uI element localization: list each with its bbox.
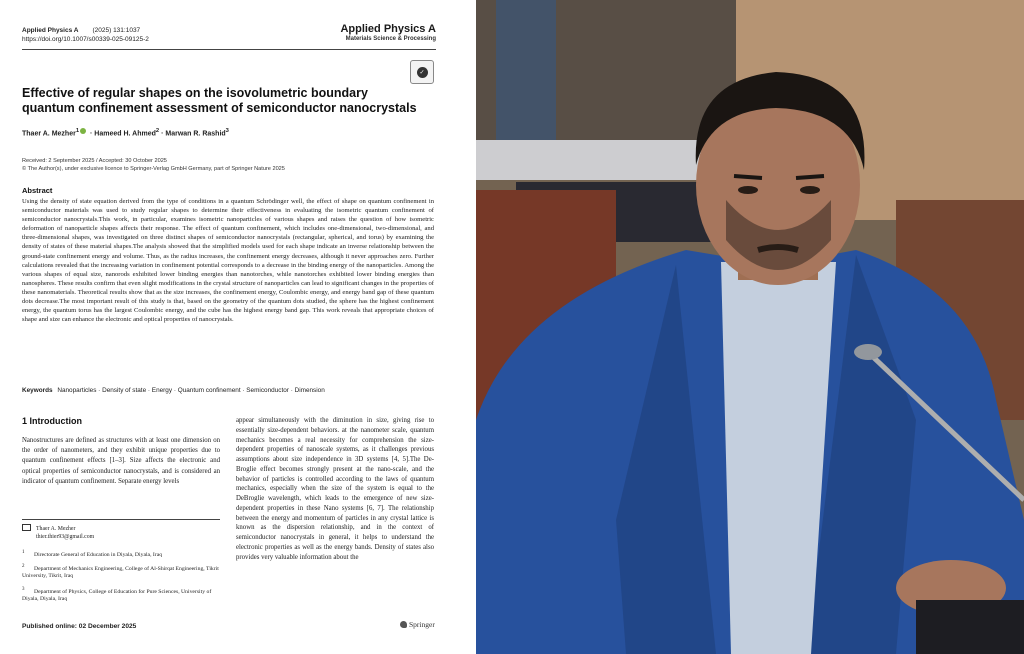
check-for-updates-icon[interactable]: ✓ [410,60,434,84]
portrait-photo [476,0,1024,654]
published-date: Published online: 02 December 2025 [22,623,137,630]
doi-link[interactable]: https://doi.org/10.1007/s00339-025-09125-2 [22,35,149,43]
springer-horse-icon [400,621,407,628]
intro-text-right: appear simultaneously with the diminution in size, giving rise to essentially size-dependent behaviors. at the nanometer scale, quantum mechanics becomes a real necessity for comprehension the size-dependent properties of nanoscale systems, as it challenges previous assumptions about size independence in 3D systems [4, 5].The De-Broglie effect becomes strongly present at the nano-scale, and the behavior of particles is controlled according to the laws of quantum mechanics, especially when the size of the system is equal to the DeBroglie wavelength, which leads to the emergence of new size-dependent properties in these Nano systems [6, 7]. The relationship between the energy and momentum of particles in any crystal lattice is known as the dispersion relationship, and in the context of semiconductor nanocrystals in general, it helps to understand the electronic properties as well as the energy bands. Density of states also provides very valuable information about the [236,417,434,561]
intro-text-left: Nanostructures are defined as structures with at least one dimension on the order of nanometers, and they exhibit unique properties due to quantum confinement effects [1–3]. Size affects the electronic and optical properties of semiconductor nanocrystals, and is considered an indicator of quantum confinement. Separate energy levels [22,437,220,485]
affiliation-2: $^2$ Department of Mechanics Engineering, College of Al-Shirqat Engineering, Tikrit University, Tikrit, Iraq [22,564,219,580]
keywords [22,387,442,394]
portrait-illustration [476,0,1024,654]
author-3[interactable]: Marwan R. Rashid [165,130,226,138]
keywords-list: Nanoparticles · Density of state · Energy · Quantum confinement · Semiconductor · Dimension [57,387,325,394]
journal-header [340,23,436,42]
journal-name: Applied Physics A [340,23,436,35]
copyright: © The Author(s), under exclusive licence to Springer-Verlag GmbH Germany, part of Springer Nature 2025 [22,166,285,172]
affiliation-3: $^3$ Department of Physics, College of Education for Pure Sciences, University of Diyala, Diyala, Iraq [22,587,212,603]
corr-name: Thaer A. Mezher [36,526,76,532]
publisher-logo: Springer [400,620,435,629]
intro-heading: 1 Introduction [22,416,82,426]
citation-header [22,27,154,44]
email-icon [22,524,31,531]
volume: (2025) 131:1037 [92,27,141,34]
author-1[interactable]: Thaer A. Mezher [22,130,76,138]
orcid-icon[interactable] [80,128,86,134]
journal-subtitle: Materials Science & Processing [345,36,436,42]
corresponding-author [22,524,94,541]
header-rule [22,49,436,50]
photo-tint [476,0,1024,654]
paper-page [0,0,472,654]
journal-ref: Applied Physics A [22,27,79,34]
received-accepted: Received: 2 September 2025 / Accepted: 30 October 2025 [22,158,167,164]
dates-block [22,157,285,173]
author-list: Thaer A. Mezher$^1$ · Hameed H. Ahmed$^2$ · Marwan R. Rashid$^3$ [22,128,229,138]
abstract-heading: Abstract [22,186,53,195]
abstract-text: Using the density of state equation derived from the type of conditions in a quantum Schrödinger well, the effect of shape on quantum confinement in semiconductor materials was used to study regular shapes to determine their effectiveness in evaluating the isometric quantum confinement of semiconductor nanocrystals.This work, in particular, examines isometric nanoparticles of various shapes and raises the question of how isometric deformation of nanoparticle shapes affects their response. The effect of quantum confinement, which includes one-dimensional, two-dimensional, and three-dimensional shapes, was investigated on three distinct shapes of semiconductor nanocrystals (rectangular, spherical, and torus) by examining the density of states of these material shapes.The analysis showed that the simplified models used for each shape indicate an inverse relationship between the ground-state confinement energy and volume. Thus, as the radius increases, the confinement energy decreases, although it never approaches zero. Further calculations revealed that the increasing variation in confinement potential corresponds to a decrease in the binding energy of the nanoparticles. Among the various shapes of equal size, nanorods exhibited lower binding energies than nanotorches, while nanotorches exhibited lower binding energies than nanospheres. These results confirm that even slight modifications in the crystal structure of nanoparticles can lead to significant changes in the properties of these nanomaterials. Theoretical results show that as the size increases, the confinement energy, Coulombic energy, and energy band gap of these quantum dots decrease.The most important result of this study is that, based on the geometry of the quantum dots studied, the sphere has the highest confinement energy, the quantum torus has the largest Coulombic energy, and the cube has the highest energy band gap. This work reveals that appropriate choices of shape and size can enhance the electronic and optical properties of nanocrystals. [22,198,434,324]
corr-email[interactable]: thier.thier93@gmail.com [36,534,95,540]
keywords-label: Keywords [22,387,53,394]
paper-title: Effective of regular shapes on the isovolumetric boundary quantum confinement assessment of semiconductor nanocrystals [22,86,417,115]
footnote-rule [22,519,220,520]
affiliation-1: $^1$ Directorate General of Education in Diyala, Diyala, Iraq [22,550,163,558]
author-2[interactable]: Hameed H. Ahmed [94,130,156,138]
